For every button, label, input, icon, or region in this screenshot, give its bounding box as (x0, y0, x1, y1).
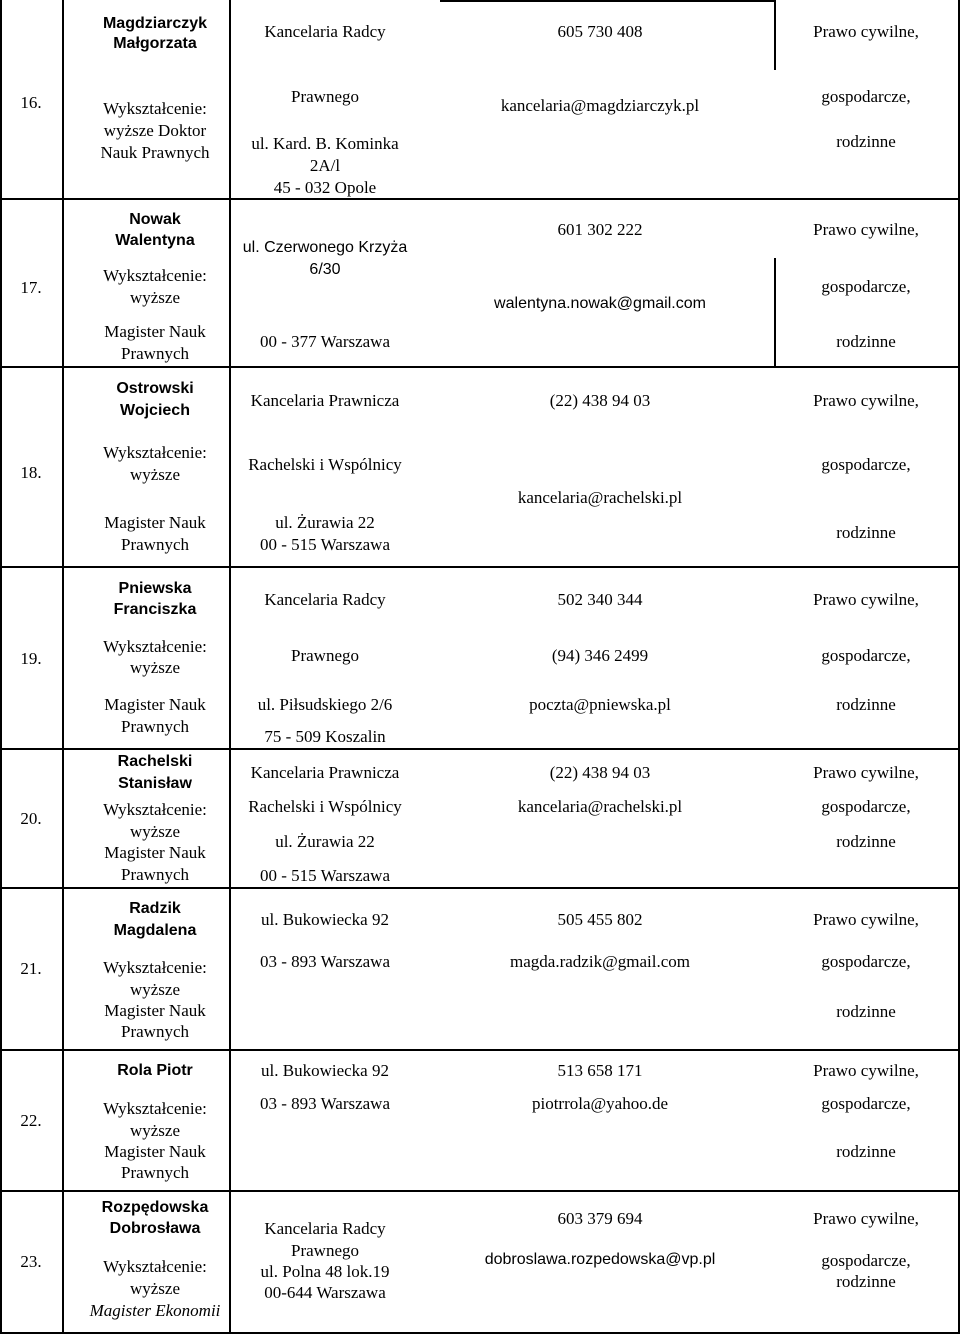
contact-line: kancelaria@magdziarczyk.pl (500, 96, 700, 115)
office-address-line: ul. Bukowiecka 92 (261, 1061, 389, 1080)
specialization-line: Prawo cywilne, (813, 910, 919, 929)
row-number: 18. (20, 463, 42, 482)
office-address-line: Prawnego (291, 646, 359, 665)
office-address-line: ul. Kard. B. Kominka (251, 134, 399, 153)
col-border (774, 258, 776, 366)
office-address-line: 45 - 032 Opole (273, 178, 377, 197)
col-border (774, 0, 776, 70)
specialization-line: rodzinne (836, 1002, 896, 1021)
person-name: Pniewska (118, 580, 192, 597)
office-address-line: Kancelaria Radcy (264, 22, 386, 41)
education-value: Magister Nauk (104, 695, 206, 714)
specialization-line: Prawo cywilne, (813, 391, 919, 410)
contact-line: 603 379 694 (557, 1209, 643, 1228)
specialization-line: gospodarcze, (821, 1251, 911, 1270)
office-address-line: 00 - 377 Warszawa (259, 332, 391, 351)
specialization-line: Prawo cywilne, (813, 763, 919, 782)
specialization-line: Prawo cywilne, (813, 220, 919, 239)
office-address-line: ul. Polna 48 lok.19 (260, 1262, 390, 1281)
row-number: 23. (20, 1252, 42, 1271)
row-number: 16. (20, 93, 42, 112)
education-value: wyższe (129, 288, 181, 307)
row-number: 21. (20, 959, 42, 978)
education-label: Wykształcenie: (103, 1257, 207, 1276)
row-number: 17. (20, 278, 42, 297)
contact-line: 502 340 344 (557, 590, 643, 609)
specialization-line: rodzinne (836, 832, 896, 851)
contact-line: walentyna.nowak@gmail.com (494, 295, 706, 312)
specialization-line: gospodarcze, (821, 455, 911, 474)
contact-line: magda.radzik@gmail.com (510, 952, 690, 971)
office-address-line: 00 - 515 Warszawa (259, 535, 391, 554)
specialization-line: gospodarcze, (821, 277, 911, 296)
contact-line: 605 730 408 (557, 22, 643, 41)
education-value: wyższe (129, 1121, 181, 1140)
education-value: Magister Nauk (104, 322, 206, 341)
person-name: Radzik (129, 900, 181, 917)
office-address-line: Kancelaria Prawnicza (250, 763, 400, 782)
specialization-line: Prawo cywilne, (813, 590, 919, 609)
education-value: Prawnych (121, 1163, 189, 1182)
row-number: 20. (20, 809, 42, 828)
education-value: Magister Nauk (104, 1142, 206, 1161)
education-value: Prawnych (121, 717, 189, 736)
office-address-line: Rachelski i Wspólnicy (248, 797, 402, 816)
education-label: Wykształcenie: (103, 958, 207, 977)
person-name: Rachelski (117, 753, 193, 770)
person-name: Stanisław (118, 775, 192, 792)
education-value: Magister Ekonomii (89, 1301, 221, 1320)
contact-line: (22) 438 94 03 (549, 763, 651, 782)
contact-line: 513 658 171 (557, 1061, 643, 1080)
education-value: Magister Nauk (104, 513, 206, 532)
header-stub-border (440, 0, 774, 2)
education-label: Wykształcenie: (103, 266, 207, 285)
office-address-line: ul. Bukowiecka 92 (261, 910, 389, 929)
col-border (62, 0, 64, 1334)
contact-line: kancelaria@rachelski.pl (517, 797, 683, 816)
specialization-line: Prawo cywilne, (813, 1061, 919, 1080)
office-address-line: 00-644 Warszawa (264, 1283, 386, 1302)
col-border (0, 0, 2, 1334)
row-border (0, 887, 960, 889)
education-label: Wykształcenie: (103, 800, 207, 819)
row-border (0, 1190, 960, 1192)
education-label: Wykształcenie: (103, 99, 207, 118)
education-value: Prawnych (121, 1022, 189, 1041)
row-number: 19. (20, 649, 42, 668)
education-value: wyższe (129, 980, 181, 999)
education-value: wyższe (129, 1279, 181, 1298)
person-name: Franciszka (113, 601, 197, 618)
person-name: Rozpędowska (101, 1199, 209, 1216)
office-address-line: ul. Żurawia 22 (275, 832, 375, 851)
contact-line: (22) 438 94 03 (549, 391, 651, 410)
office-address-line: ul. Czerwonego Krzyża (242, 239, 408, 256)
specialization-line: gospodarcze, (821, 952, 911, 971)
education-label: Wykształcenie: (103, 1099, 207, 1118)
person-name: Magdalena (113, 922, 197, 939)
person-name: Dobrosława (109, 1220, 201, 1237)
contact-line: dobroslawa.rozpedowska@vp.pl (484, 1251, 716, 1268)
education-value: Prawnych (121, 344, 189, 363)
row-number: 22. (20, 1111, 42, 1130)
specialization-line: gospodarcze, (821, 646, 911, 665)
specialization-line: Prawo cywilne, (813, 1209, 919, 1228)
person-name: Walentyna (115, 232, 195, 249)
office-address-line: Prawnego (291, 1241, 359, 1260)
row-border (0, 748, 960, 750)
person-name: Magdziarczyk (102, 15, 208, 32)
office-address-line: Kancelaria Radcy (264, 590, 386, 609)
office-address-line: 00 - 515 Warszawa (259, 866, 391, 885)
row-border (0, 566, 960, 568)
row-border (0, 366, 960, 368)
education-value: Magister Nauk (104, 843, 206, 862)
office-address-line: 03 - 893 Warszawa (259, 952, 391, 971)
education-value: wyższe (129, 822, 181, 841)
office-address-line: 6/30 (309, 261, 341, 278)
education-value: wyższe (129, 658, 181, 677)
person-name: Rola Piotr (117, 1062, 193, 1079)
education-value: wyższe Doktor (103, 121, 207, 140)
specialization-line: rodzinne (836, 1272, 896, 1291)
education-value: Magister Nauk (104, 1001, 206, 1020)
education-value: Prawnych (121, 535, 189, 554)
education-value: wyższe (129, 465, 181, 484)
person-name: Małgorzata (113, 35, 197, 52)
person-name: Wojciech (120, 402, 190, 419)
specialization-line: Prawo cywilne, (813, 22, 919, 41)
row-border (0, 198, 960, 200)
office-address-line: ul. Żurawia 22 (275, 513, 375, 532)
office-address-line: ul. Piłsudskiego 2/6 (257, 695, 393, 714)
education-value: Prawnych (121, 865, 189, 884)
education-label: Wykształcenie: (103, 637, 207, 656)
office-address-line: Rachelski i Wspólnicy (248, 455, 402, 474)
contact-line: 505 455 802 (557, 910, 643, 929)
office-address-line: Kancelaria Radcy (264, 1219, 386, 1238)
contact-line: piotrrola@yahoo.de (531, 1094, 669, 1113)
office-address-line: 03 - 893 Warszawa (259, 1094, 391, 1113)
contact-line: 601 302 222 (557, 220, 643, 239)
person-name: Nowak (129, 211, 181, 228)
specialization-line: gospodarcze, (821, 797, 911, 816)
office-address-line: 2A/l (309, 156, 341, 175)
specialization-line: rodzinne (836, 695, 896, 714)
education-label: Wykształcenie: (103, 443, 207, 462)
person-name: Ostrowski (116, 380, 194, 397)
specialization-line: rodzinne (836, 332, 896, 351)
education-value: Nauk Prawnych (100, 143, 210, 162)
specialization-line: rodzinne (836, 132, 896, 151)
col-border (229, 0, 231, 1334)
specialization-line: gospodarcze, (821, 87, 911, 106)
contact-line: poczta@pniewska.pl (529, 695, 671, 714)
office-address-line: 75 - 509 Koszalin (264, 727, 386, 746)
contact-line: kancelaria@rachelski.pl (517, 488, 683, 507)
row-border (0, 1049, 960, 1051)
office-address-line: Prawnego (291, 87, 359, 106)
specialization-line: gospodarcze, (821, 1094, 911, 1113)
office-address-line: Kancelaria Prawnicza (250, 391, 400, 410)
specialization-line: rodzinne (836, 523, 896, 542)
specialization-line: rodzinne (836, 1142, 896, 1161)
contact-line: (94) 346 2499 (551, 646, 649, 665)
